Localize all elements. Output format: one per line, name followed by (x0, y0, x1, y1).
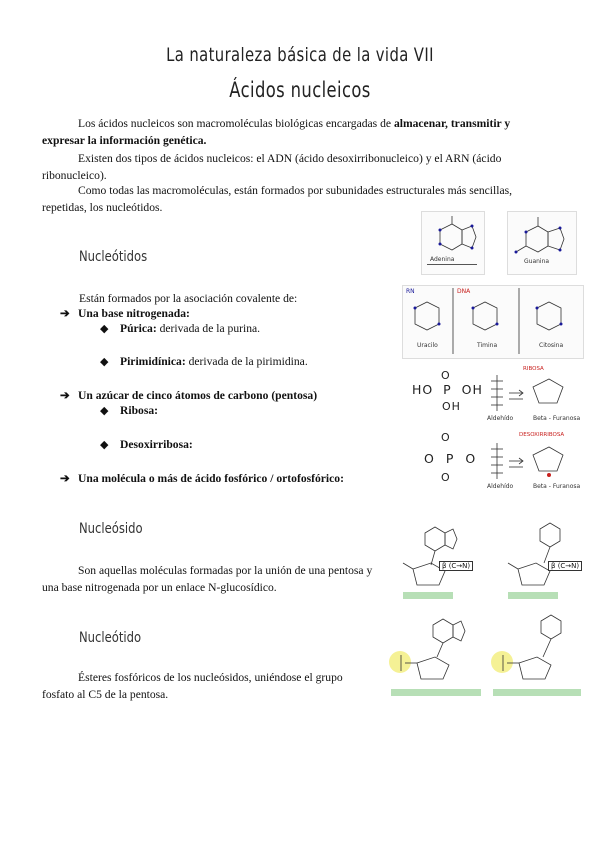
pirimidinica-text: derivada de la pirimidina. (185, 355, 308, 368)
intro-paragraph-2: Existen dos tipos de ácidos nucleicos: el ADN (ácido desoxirribonucleico) y el ARN (ácido ribonucleico). (42, 152, 502, 182)
figure-nucleoside-adenosine (392, 518, 482, 602)
phosphoric-bottom-oh: OH (442, 400, 461, 413)
deoxyribose-label: DESOXIRRIBOSA (519, 432, 565, 438)
phosphoric2-bottom-o: O (441, 471, 451, 484)
bullet-azucar-label: Un azúcar de cinco átomos de carbono (pentosa) (78, 389, 318, 402)
phosphoric2-o-right: O (465, 451, 477, 466)
item-purica (100, 322, 260, 335)
amp-label-bar (391, 689, 481, 696)
diamond-icon: ◆ (100, 356, 109, 368)
arrow-icon: ➔ (60, 389, 70, 402)
arrow-icon: ➔ (60, 472, 70, 485)
figure-pyrimidines (402, 285, 584, 359)
nucleosido-text: Son aquellas moléculas formadas por la unión de una pentosa y una base nitrogenada por un enlace N-glucosídico. (42, 564, 373, 594)
adn-tag: DNA (457, 288, 471, 295)
phosphoric-row: HO P OH (412, 382, 483, 397)
figure-ribose (482, 364, 582, 426)
amp-structure-diagram (387, 613, 485, 699)
figure-nucleoside-cytidine (495, 518, 585, 602)
page-title: La naturaleza básica de la vida VII (166, 44, 434, 66)
diamond-icon: ◆ (100, 405, 109, 417)
section-heading-nucleosido: Nucleósido (79, 521, 143, 537)
pirimidinica-label: Pirimidínica: (120, 355, 186, 368)
cytidine-label-bar (508, 592, 558, 599)
cmp-label-bar (493, 689, 581, 696)
uracil-caption: Uracilo (417, 342, 438, 349)
ribose-label: RIBOSA (523, 366, 544, 372)
intro-p1-text: Los ácidos nucleicos son macromoléculas biológicas encargadas de (78, 117, 394, 130)
phosphoric2-o-left: O (424, 451, 435, 466)
cmp-structure-diagram (489, 613, 585, 699)
intro-paragraph-3: Como todas las macromoléculas, están formados por subunidades estructurales más sencillas, repetidas, los nucleótidos. (42, 184, 513, 214)
bond-box-cytidine: β (C→N) (548, 561, 582, 571)
deoxyribose-caption-aldehyde: Aldehído (487, 483, 514, 490)
figure-deoxyribose (482, 430, 582, 494)
desoxirribosa-label: Desoxirribosa: (120, 438, 193, 451)
diamond-icon: ◆ (100, 439, 109, 451)
figure-nucleotide-cmp (488, 612, 586, 700)
adenosine-label-bar (403, 592, 453, 599)
diamond-icon: ◆ (100, 323, 109, 335)
nucleotido-text: Ésteres fosfóricos de los nucleósidos, uniéndose el grupo fosfato al C5 de la pentosa. (42, 671, 343, 701)
section-heading-nucleotido: Nucleótido (79, 630, 142, 646)
phosphoric2-p: P (445, 451, 455, 466)
bullet-fosforico (60, 471, 344, 485)
nucleotidos-intro: Están formados por la asociación covalente de: (79, 292, 298, 305)
purica-label: Púrica: (120, 322, 157, 335)
purica-text: derivada de la purina. (156, 322, 261, 335)
ribose-caption-aldehyde: Aldehído (487, 415, 514, 422)
figure-guanine (507, 211, 577, 275)
section-heading-nucleotidos: Nucleótidos (79, 249, 148, 265)
bullet-azucar (60, 388, 317, 402)
thymine-caption: Timina (477, 342, 498, 349)
ribosa-label: Ribosa: (120, 404, 159, 417)
adenine-caption: Adenina (430, 256, 455, 263)
figure-nucleotide-amp (386, 612, 486, 700)
adenosine-structure-diagram (393, 519, 481, 601)
bullet-fosforico-label: Una molécula o más de ácido fosfórico / ortofosfórico: (78, 472, 344, 485)
guanine-caption: Guanina (524, 258, 550, 265)
ribose-caption-furanose: Beta - Furanosa (533, 415, 581, 422)
caption-underline (427, 264, 477, 265)
cytosine-caption: Citosina (539, 342, 564, 349)
page-subtitle: Ácidos nucleicos (229, 78, 371, 102)
item-desoxirribosa (100, 438, 193, 451)
cytidine-structure-diagram (496, 519, 584, 601)
figure-adenine (421, 211, 485, 275)
phosphoric-acid-formula-2 (424, 431, 477, 484)
bond-box-adenosine: β (C→N) (439, 561, 473, 571)
deoxyribose-caption-furanose: Beta - Furanosa (533, 483, 581, 490)
arrow-icon: ➔ (60, 307, 70, 320)
intro-p1-bold: almacenar, transmitir y expresar la información genética. (42, 117, 511, 147)
phosphoric-acid-formula-1 (412, 369, 483, 413)
bullet-base-label: Una base nitrogenada: (78, 307, 190, 320)
phosphoric-top-o: O (441, 369, 451, 382)
phosphoric2-top-o: O (441, 431, 451, 444)
item-ribosa (100, 404, 158, 417)
arn-tag: RN (406, 288, 415, 295)
item-pirimidinica (100, 355, 308, 368)
bullet-base-nitrogenada (60, 306, 190, 320)
intro-paragraph-1 (42, 115, 537, 149)
